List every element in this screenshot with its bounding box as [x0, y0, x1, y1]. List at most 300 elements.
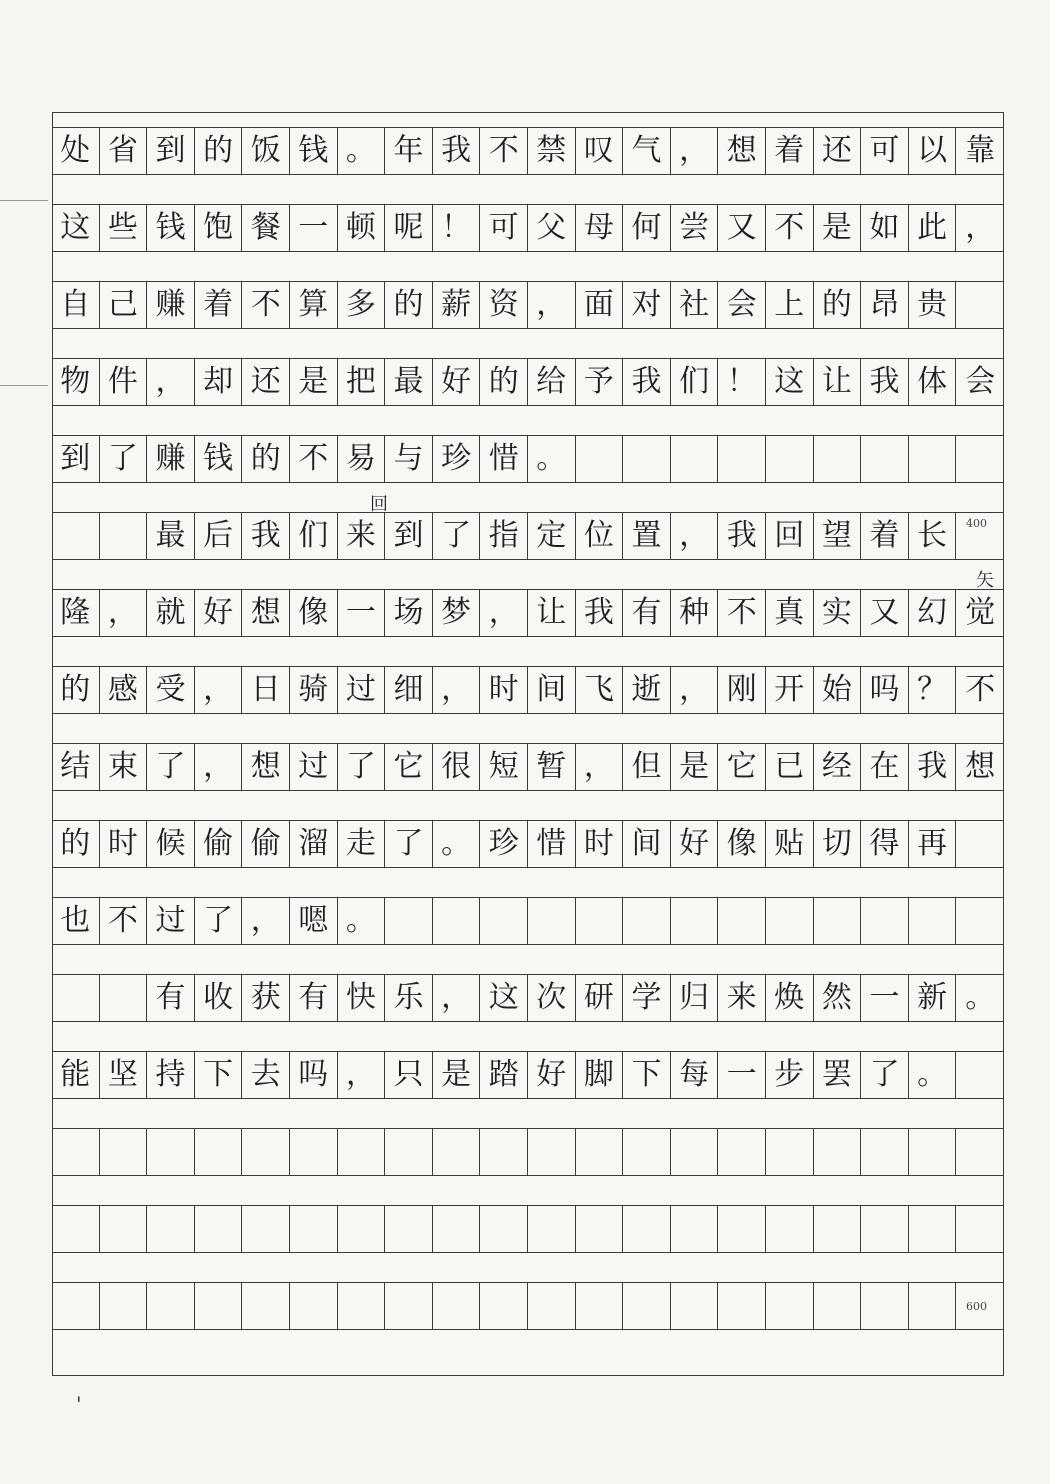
grid-cell: 束: [100, 744, 148, 790]
grid-cell: 次: [528, 975, 576, 1021]
grid-cell: [147, 1283, 195, 1329]
grid-cell: 想: [965, 749, 996, 784]
grid-row: [52, 435, 1004, 483]
grid-cell: 暂: [528, 744, 576, 790]
grid-cell: 们: [290, 513, 338, 559]
grid-cell: 它: [385, 744, 433, 790]
grid-cell: [385, 898, 433, 944]
grid-cell: [623, 1283, 671, 1329]
grid-cell: [52, 1206, 100, 1252]
grid-cell: [718, 1129, 766, 1175]
grid-cell: [671, 1283, 719, 1329]
grid-cell: [576, 436, 624, 482]
grid-cell: ，: [100, 590, 148, 636]
grid-cell: 们: [671, 359, 719, 405]
grid-cell: 嗯: [290, 898, 338, 944]
grid-cell: 不: [480, 128, 528, 174]
grid-cell: [338, 1283, 386, 1329]
grid-cell: [576, 1283, 624, 1329]
grid-cell: [385, 1129, 433, 1175]
grid-row: [52, 1282, 1004, 1330]
grid-cell: 尝: [671, 205, 719, 251]
grid-cell: [147, 1129, 195, 1175]
grid-cell: 过: [147, 898, 195, 944]
grid-cell: 一: [338, 590, 386, 636]
grid-row: [52, 743, 1004, 791]
grid-cell: [909, 1283, 957, 1329]
grid-cell: 幻: [909, 590, 957, 636]
grid-cell: 的: [52, 667, 100, 713]
grid-cell: 好: [195, 590, 243, 636]
grid-cell: 开: [766, 667, 814, 713]
grid-cell: 呢: [385, 205, 433, 251]
grid-cell: [956, 821, 1004, 867]
grid-cell: [766, 1283, 814, 1329]
grid-cell: 下: [623, 1052, 671, 1098]
grid-cell: [861, 898, 909, 944]
grid-cell: 的: [242, 436, 290, 482]
grid-cell: 来: [338, 513, 386, 559]
grid-cell: 回: [766, 513, 814, 559]
grid-cell: 隆: [52, 590, 100, 636]
grid-cell: 此: [909, 205, 957, 251]
grid-cell: 望: [814, 513, 862, 559]
grid-cell: 珍: [480, 821, 528, 867]
grid-cell: 贴: [766, 821, 814, 867]
grid-cell: ，: [671, 513, 719, 559]
grid-cell: [147, 1206, 195, 1252]
grid-cell: [956, 1206, 1004, 1252]
grid-cell: 好: [671, 821, 719, 867]
grid-cell: 又: [861, 590, 909, 636]
grid-cell: 然: [814, 975, 862, 1021]
grid-cell: ，: [338, 1052, 386, 1098]
grid-cell: 长: [909, 513, 957, 559]
grid-cell: 归: [671, 975, 719, 1021]
grid-cell: ，: [433, 667, 481, 713]
grid-cell: [195, 1129, 243, 1175]
grid-cell: 有: [623, 590, 671, 636]
grid-cell: 。: [433, 821, 481, 867]
grid-cell: 乐: [385, 975, 433, 1021]
grid-cell: 又: [718, 205, 766, 251]
grid-cell: [718, 1283, 766, 1329]
grid-cell: 时: [100, 821, 148, 867]
grid-cell: 了: [861, 1052, 909, 1098]
grid-cell: 会: [718, 282, 766, 328]
grid-cell: 己: [100, 282, 148, 328]
grid-cell: [861, 436, 909, 482]
grid-cell: ，: [671, 128, 719, 174]
grid-cell: 了: [338, 744, 386, 790]
grid-cell: 也: [52, 898, 100, 944]
grid-cell: 上: [766, 282, 814, 328]
grid-cell: 过: [338, 667, 386, 713]
grid-cell: [52, 1129, 100, 1175]
grid-cell: 吗: [290, 1052, 338, 1098]
grid-cell: 物: [52, 359, 100, 405]
grid-cell: [909, 436, 957, 482]
grid-cell: 餐: [242, 205, 290, 251]
grid-cell: [766, 1206, 814, 1252]
grid-cell: 惜: [480, 436, 528, 482]
grid-cell: [290, 1129, 338, 1175]
grid-cell: 逝: [623, 667, 671, 713]
grid-row: [52, 1051, 1004, 1099]
grid-cell: 焕: [766, 975, 814, 1021]
grid-cell: 后: [195, 513, 243, 559]
grid-cell: 着: [766, 128, 814, 174]
grid-cell: 了: [385, 821, 433, 867]
left-margin-line: [0, 385, 48, 386]
grid-cell: 母: [576, 205, 624, 251]
grid-cell: [861, 1129, 909, 1175]
grid-cell: [528, 1129, 576, 1175]
grid-cell: [576, 1206, 624, 1252]
grid-cell: 到: [147, 128, 195, 174]
grid-cell: 惜: [528, 821, 576, 867]
grid-cell: 我: [576, 590, 624, 636]
grid-cell: 了: [433, 513, 481, 559]
grid-row: [52, 1205, 1004, 1253]
grid-cell: [528, 1206, 576, 1252]
grid-cell: 我: [623, 359, 671, 405]
grid-cell: 我: [909, 744, 957, 790]
grid-cell: 刚: [718, 667, 766, 713]
grid-cell: 好: [528, 1052, 576, 1098]
grid-cell: 以: [909, 128, 957, 174]
grid-cell: 吗: [861, 667, 909, 713]
grid-cell: [861, 1283, 909, 1329]
grid-cell: 像: [718, 821, 766, 867]
grid-cell: 最: [147, 513, 195, 559]
grid-cell: ，: [147, 359, 195, 405]
grid-cell: 场: [385, 590, 433, 636]
grid-cell: ，: [576, 744, 624, 790]
grid-cell: [671, 1206, 719, 1252]
grid-cell: 间: [623, 821, 671, 867]
grid-cell: [909, 898, 957, 944]
grid-cell: [100, 513, 148, 559]
grid-cell: [52, 1283, 100, 1329]
grid-cell: 如: [861, 205, 909, 251]
grid-cell: 可: [480, 205, 528, 251]
word-count-600: 600: [966, 1300, 987, 1313]
grid-cell: [528, 898, 576, 944]
grid-cell: 偷: [195, 821, 243, 867]
grid-cell: [766, 898, 814, 944]
grid-cell: 来: [718, 975, 766, 1021]
grid-cell: 短: [480, 744, 528, 790]
grid-cell: 可: [861, 128, 909, 174]
grid-cell: [956, 1129, 1004, 1175]
grid-cell: 是: [290, 359, 338, 405]
grid-cell: [718, 898, 766, 944]
grid-cell: 易: [338, 436, 386, 482]
grid-cell: [52, 975, 100, 1021]
grid-cell: 算: [290, 282, 338, 328]
grid-cell: 不: [718, 590, 766, 636]
grid-cell: 已: [766, 744, 814, 790]
grid-cell: 就: [147, 590, 195, 636]
grid-row: [52, 589, 1004, 637]
grid-cell: [242, 1129, 290, 1175]
grid-cell: [528, 1283, 576, 1329]
grid-cell: 饭: [242, 128, 290, 174]
grid-cell: [909, 1206, 957, 1252]
grid-cell: [814, 1283, 862, 1329]
grid-cell: 置: [623, 513, 671, 559]
grid-cell: 得: [861, 821, 909, 867]
grid-cell: 切: [814, 821, 862, 867]
grid-cell: [956, 282, 1004, 328]
grid-row: [52, 281, 1004, 329]
grid-cell: 新: [909, 975, 957, 1021]
grid-cell: 社: [671, 282, 719, 328]
grid-cell: 不: [242, 282, 290, 328]
grid-cell: 学: [623, 975, 671, 1021]
grid-cell: 一: [718, 1052, 766, 1098]
grid-cell: 省: [100, 128, 148, 174]
grid-cell: 感: [100, 667, 148, 713]
grid-cell: [671, 898, 719, 944]
grid-cell: 罢: [814, 1052, 862, 1098]
grid-cell: [480, 898, 528, 944]
grid-cell: 贵: [909, 282, 957, 328]
grid-cell: 实: [814, 590, 862, 636]
grid-cell: [718, 1206, 766, 1252]
grid-cell: [766, 436, 814, 482]
grid-cell: [814, 1129, 862, 1175]
grid-row: [52, 204, 1004, 252]
grid-cell: 真: [766, 590, 814, 636]
grid-cell: 结: [52, 744, 100, 790]
grid-cell: 像: [290, 590, 338, 636]
grid-cell: 体: [909, 359, 957, 405]
grid-cell: 它: [718, 744, 766, 790]
grid-cell: [385, 1206, 433, 1252]
grid-cell: 最: [385, 359, 433, 405]
grid-cell: 气: [623, 128, 671, 174]
grid-cell: 定: [528, 513, 576, 559]
grid-cell: 处: [52, 128, 100, 174]
grid-cell: 日: [242, 667, 290, 713]
grid-cell: [100, 975, 148, 1021]
grid-cell: 钱: [147, 205, 195, 251]
grid-cell: [718, 436, 766, 482]
grid-cell: [480, 1206, 528, 1252]
grid-row: [52, 127, 1004, 175]
grid-cell: ？: [909, 667, 957, 713]
grid-cell: 有: [290, 975, 338, 1021]
grid-cell: 每: [671, 1052, 719, 1098]
grid-cell: 梦: [433, 590, 481, 636]
grid-cell: 多: [338, 282, 386, 328]
grid-cell: 昂: [861, 282, 909, 328]
grid-cell: 对: [623, 282, 671, 328]
grid-cell: 的: [814, 282, 862, 328]
grid-cell: [909, 1129, 957, 1175]
grid-cell: 经: [814, 744, 862, 790]
grid-cell: [623, 1129, 671, 1175]
grid-cell: 踏: [480, 1052, 528, 1098]
grid-cell: 我: [242, 513, 290, 559]
grid-cell: 时: [576, 821, 624, 867]
grid-cell: 这: [766, 359, 814, 405]
grid-cell: 件: [100, 359, 148, 405]
grid-cell: 叹: [576, 128, 624, 174]
grid-cell: [576, 1129, 624, 1175]
grid-cell: ，: [480, 590, 528, 636]
grid-cell: ，: [433, 975, 481, 1021]
grid-cell: 是: [814, 205, 862, 251]
grid-cell: 很: [433, 744, 481, 790]
grid-cell: [100, 1206, 148, 1252]
grid-cell: [242, 1283, 290, 1329]
grid-cell: 脚: [576, 1052, 624, 1098]
grid-cell: 不: [100, 898, 148, 944]
grid-cell: 赚: [147, 282, 195, 328]
margin-annotation: 矢: [976, 570, 994, 591]
grid-cell: [433, 898, 481, 944]
grid-cell: 些: [100, 205, 148, 251]
grid-cell: [290, 1206, 338, 1252]
grid-cell: 骑: [290, 667, 338, 713]
grid-cell: 不: [965, 672, 996, 707]
grid-cell: 始: [814, 667, 862, 713]
grid-cell: 我: [433, 128, 481, 174]
grid-row: [52, 358, 1004, 406]
grid-cell: [385, 1283, 433, 1329]
grid-cell: 到: [385, 513, 433, 559]
grid-cell: 还: [242, 359, 290, 405]
grid-cell: 一: [861, 975, 909, 1021]
grid-cell: 好: [433, 359, 481, 405]
grid-cell: 持: [147, 1052, 195, 1098]
grid-cell: 有: [147, 975, 195, 1021]
grid-cell: 我: [861, 359, 909, 405]
grid-cell: 能: [52, 1052, 100, 1098]
grid-cell: [956, 1052, 1004, 1098]
grid-cell: 不: [290, 436, 338, 482]
grid-cell: 下: [195, 1052, 243, 1098]
grid-cell: 觉: [965, 595, 996, 630]
grid-cell: 我: [718, 513, 766, 559]
grid-cell: 种: [671, 590, 719, 636]
grid-cell: [290, 1283, 338, 1329]
grid-cell: 。: [528, 436, 576, 482]
left-margin-line: [0, 200, 48, 201]
grid-cell: 时: [480, 667, 528, 713]
grid-cell: 快: [338, 975, 386, 1021]
grid-cell: [480, 1129, 528, 1175]
grid-cell: [576, 898, 624, 944]
grid-cell: 受: [147, 667, 195, 713]
grid-cell: 但: [623, 744, 671, 790]
grid-cell: 给: [528, 359, 576, 405]
grid-cell: [623, 1206, 671, 1252]
grid-cell: 资: [480, 282, 528, 328]
grid-cell: 偷: [242, 821, 290, 867]
grid-cell: 细: [385, 667, 433, 713]
grid-cell: 薪: [433, 282, 481, 328]
grid-cell: 却: [195, 359, 243, 405]
grid-cell: 还: [814, 128, 862, 174]
grid-cell: 飞: [576, 667, 624, 713]
grid-cell: 想: [242, 744, 290, 790]
grid-cell: [195, 1283, 243, 1329]
grid-cell: ，: [195, 667, 243, 713]
grid-cell: 的: [52, 821, 100, 867]
grid-cell: 候: [147, 821, 195, 867]
grid-cell: 位: [576, 513, 624, 559]
grid-cell: [861, 1206, 909, 1252]
grid-cell: 赚: [147, 436, 195, 482]
grid-cell: 着: [861, 513, 909, 559]
grid-cell: 年: [385, 128, 433, 174]
grid-cell: [671, 436, 719, 482]
grid-cell: 靠: [965, 133, 996, 168]
grid-cell: 走: [338, 821, 386, 867]
pencil-mark: ': [76, 1392, 82, 1416]
grid-cell: 。: [338, 898, 386, 944]
grid-cell: 收: [195, 975, 243, 1021]
grid-cell: [52, 513, 100, 559]
grid-cell: [814, 436, 862, 482]
grid-cell: 予: [576, 359, 624, 405]
grid-cell: 珍: [433, 436, 481, 482]
grid-cell: ，: [965, 210, 996, 245]
correction-annotation: 回: [370, 494, 388, 515]
grid-cell: [242, 1206, 290, 1252]
grid-row: [52, 897, 1004, 945]
grid-cell: 了: [100, 436, 148, 482]
grid-cell: 这: [52, 205, 100, 251]
grid-cell: [480, 1283, 528, 1329]
grid-cell: 研: [576, 975, 624, 1021]
grid-cell: 指: [480, 513, 528, 559]
grid-cell: [100, 1129, 148, 1175]
grid-cell: 的: [385, 282, 433, 328]
grid-cell: 到: [52, 436, 100, 482]
grid-row: [52, 820, 1004, 868]
grid-cell: [433, 1283, 481, 1329]
grid-cell: [338, 1129, 386, 1175]
grid-row: [52, 974, 1004, 1022]
grid-cell: 钱: [290, 128, 338, 174]
word-count-400: 400: [966, 517, 987, 530]
grid-cell: ！: [433, 205, 481, 251]
grid-row: [52, 1128, 1004, 1176]
grid-cell: [956, 898, 1004, 944]
grid-cell: 。: [965, 980, 996, 1015]
grid-cell: 过: [290, 744, 338, 790]
grid-cell: 获: [242, 975, 290, 1021]
grid-cell: [338, 1206, 386, 1252]
grid-cell: 与: [385, 436, 433, 482]
grid-cell: 父: [528, 205, 576, 251]
grid-cell: 是: [433, 1052, 481, 1098]
grid-cell: 钱: [195, 436, 243, 482]
grid-cell: 。: [909, 1052, 957, 1098]
grid-cell: [433, 1206, 481, 1252]
grid-cell: 了: [147, 744, 195, 790]
grid-cell: ！: [718, 359, 766, 405]
grid-cell: 再: [909, 821, 957, 867]
grid-cell: 间: [528, 667, 576, 713]
grid-cell: 在: [861, 744, 909, 790]
grid-cell: 饱: [195, 205, 243, 251]
